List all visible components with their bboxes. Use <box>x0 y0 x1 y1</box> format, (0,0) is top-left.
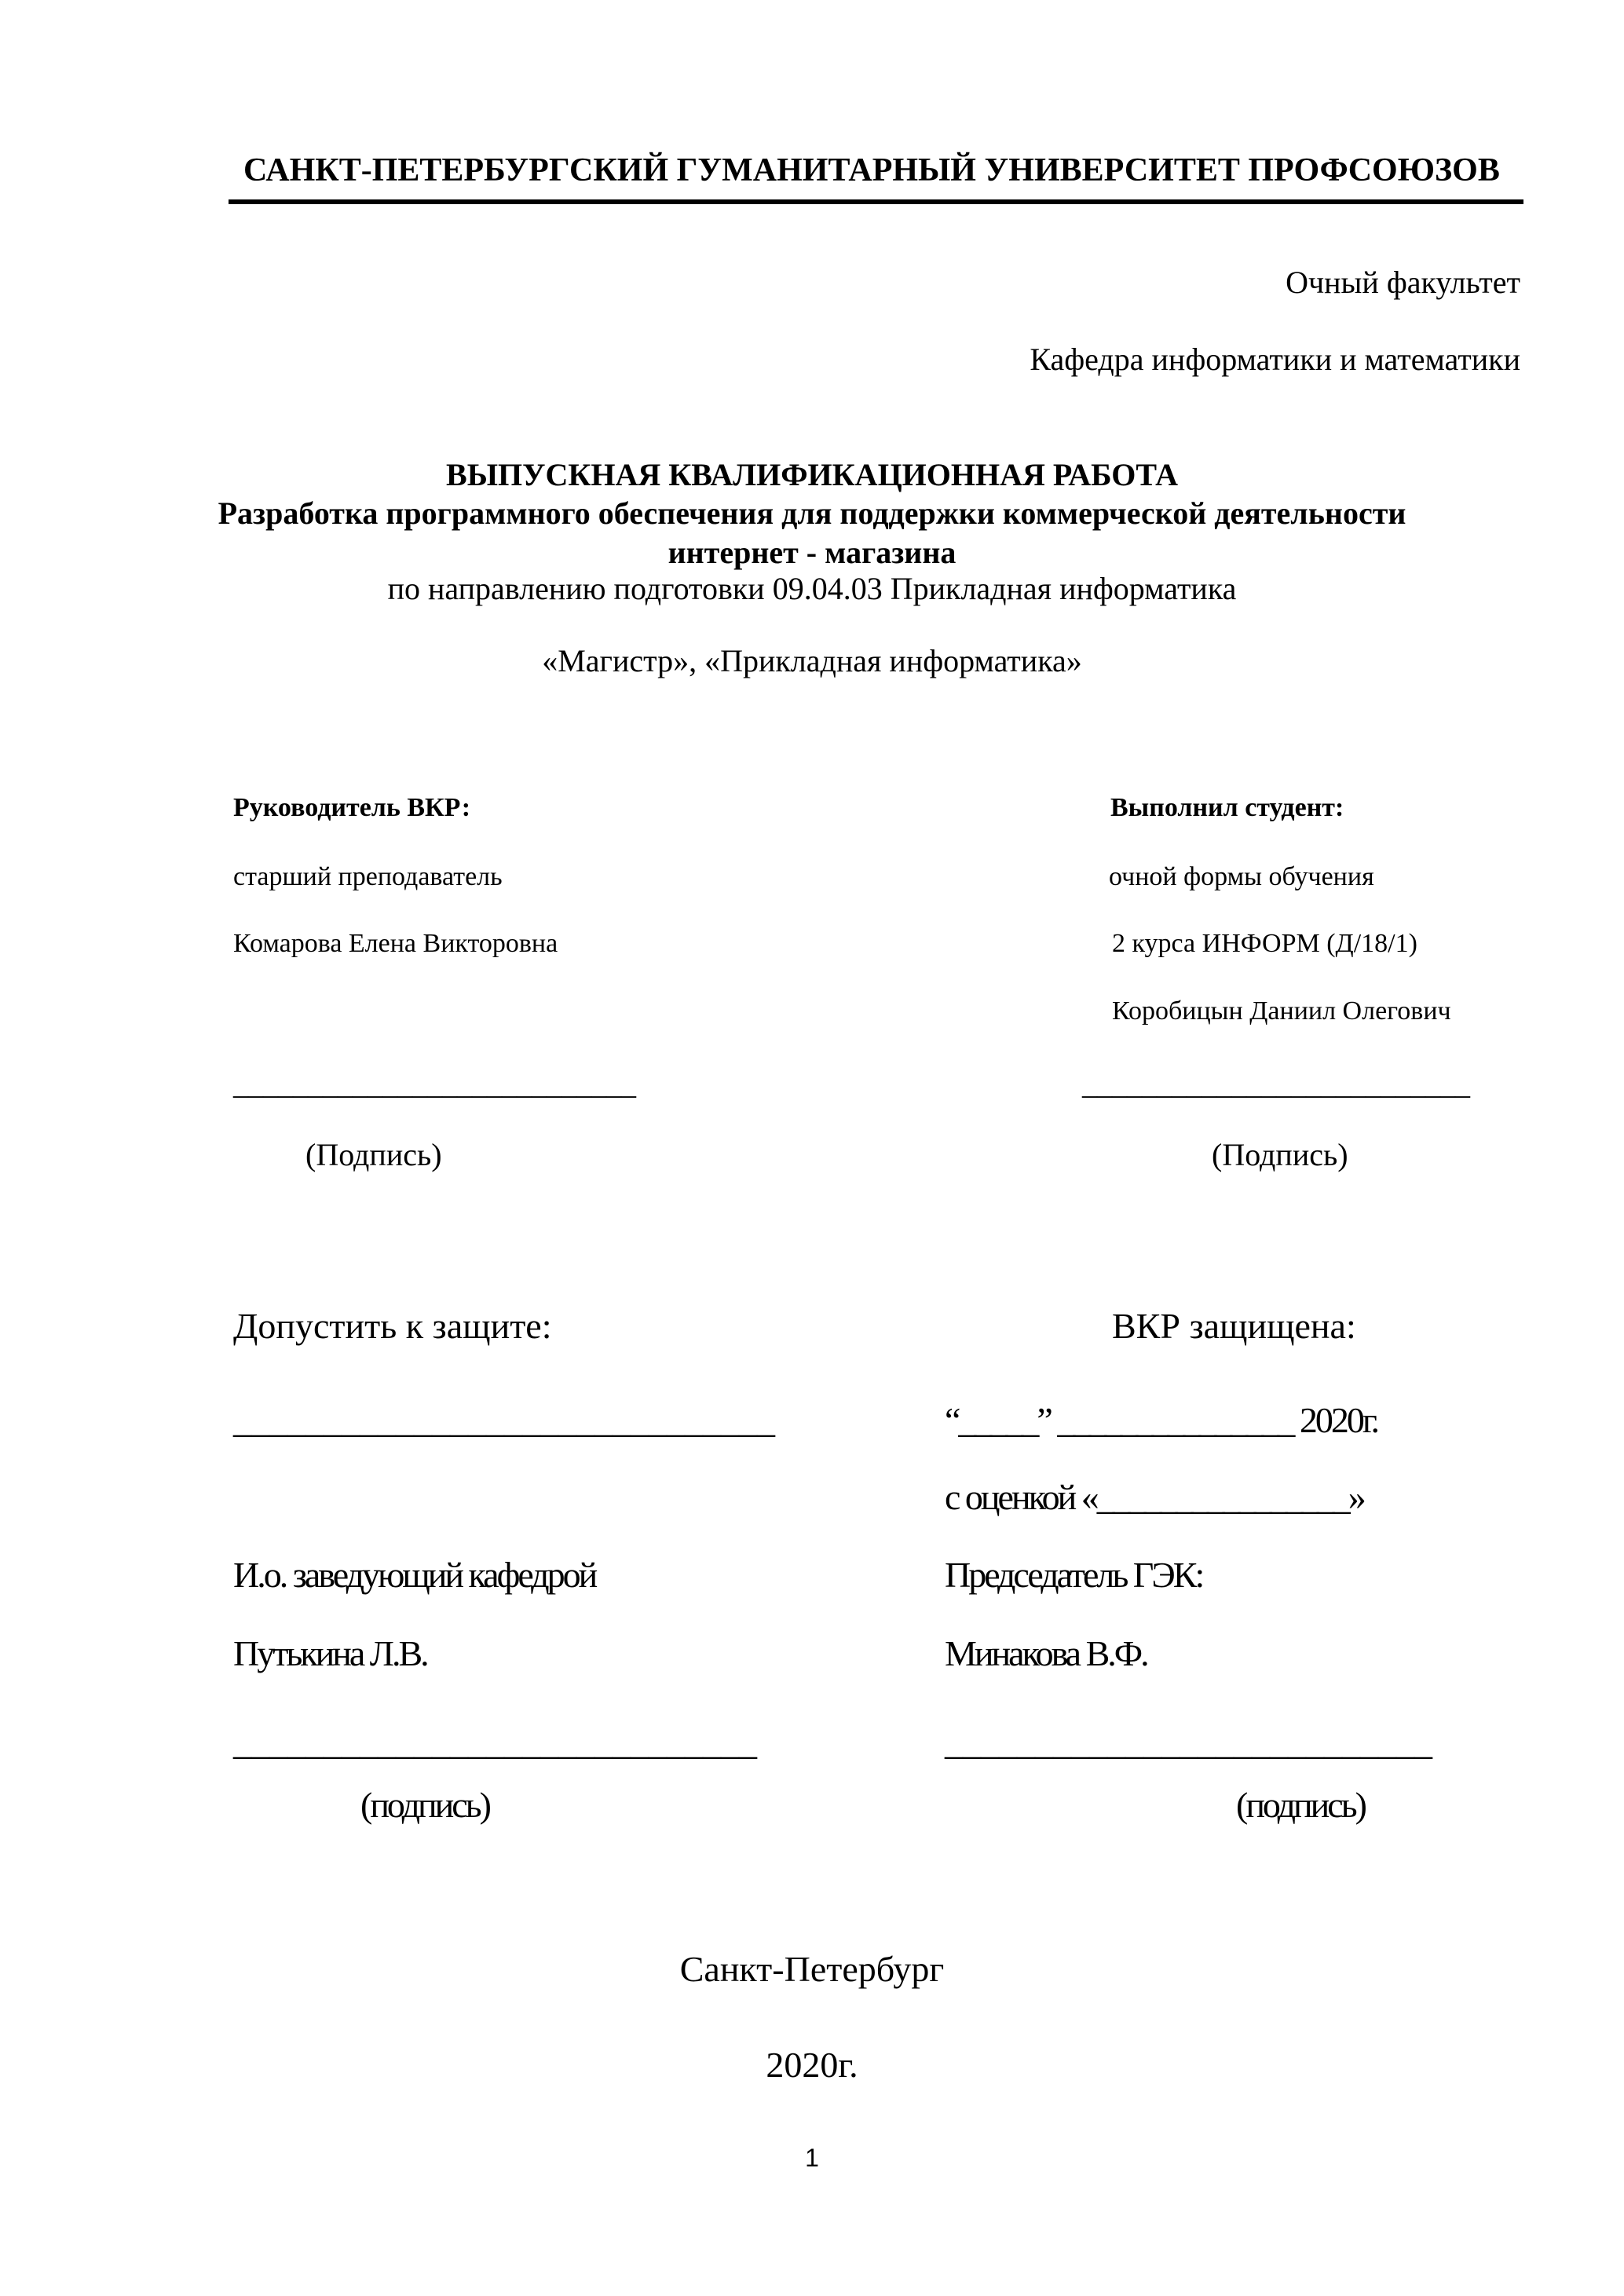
admission-label: Допустить к защите: <box>233 1306 552 1346</box>
chair-name: Минакова В.Ф. <box>945 1633 1147 1673</box>
head-title: И.о. заведующий кафедрой <box>233 1555 596 1595</box>
supervisor-signature-label: (Подпись) <box>305 1137 442 1172</box>
student-signature-line: __________________________ <box>1082 1068 1470 1101</box>
defense-grade: с оценкой «________________» <box>945 1477 1364 1517</box>
student-form: очной формы обучения <box>1109 862 1374 891</box>
faculty: Очный факультет <box>1286 265 1520 300</box>
degree: «Магистр», «Прикладная информатика» <box>542 643 1082 678</box>
student-group: 2 курса ИНФОРМ (Д/18/1) <box>1112 929 1417 958</box>
defense-date: “_____” _______________ 2020г. <box>945 1400 1378 1440</box>
supervisor-signature-line: ___________________________ <box>233 1068 636 1101</box>
head-signature-line: _____________________________ <box>233 1722 757 1762</box>
student-name: Коробицын Даниил Олегович <box>1112 996 1451 1026</box>
head-signature-label: (подпись) <box>360 1785 489 1825</box>
year: 2020г. <box>766 2045 858 2085</box>
supervisor-position: старший преподаватель <box>233 862 503 891</box>
city: Санкт-Петербург <box>679 1949 945 1989</box>
supervisor-label: Руководитель ВКР: <box>233 793 471 822</box>
student-label: Выполнил студент: <box>1110 793 1344 822</box>
direction: по направлению подготовки 09.04.03 Прикладная информатика <box>387 571 1237 606</box>
supervisor-name: Комарова Елена Викторовна <box>233 929 558 958</box>
defense-label: ВКР защищена: <box>1112 1306 1356 1346</box>
head-name: Путькина Л.В. <box>233 1633 427 1673</box>
admission-line: ______________________________ <box>233 1400 775 1440</box>
work-type: ВЫПУСКНАЯ КВАЛИФИКАЦИОННАЯ РАБОТА <box>446 457 1178 492</box>
page-number: 1 <box>805 2144 819 2172</box>
chair-signature-label: (подпись) <box>1236 1785 1365 1825</box>
university-name: САНКТ-ПЕТЕРБУРГСКИЙ ГУМАНИТАРНЫЙ УНИВЕРСИТЕТ ПРОФСОЮЗОВ <box>243 152 1500 188</box>
topic-line-2: интернет - магазина <box>668 535 956 570</box>
chair-title: Председатель ГЭК: <box>945 1555 1203 1595</box>
student-signature-label: (Подпись) <box>1212 1137 1348 1172</box>
chair-signature-line: ___________________________ <box>945 1722 1432 1762</box>
header-rule <box>229 199 1523 204</box>
topic-line-1: Разработка программного обеспечения для поддержки коммерческой деятельности <box>218 495 1406 531</box>
department: Кафедра информатики и математики <box>1030 342 1520 377</box>
